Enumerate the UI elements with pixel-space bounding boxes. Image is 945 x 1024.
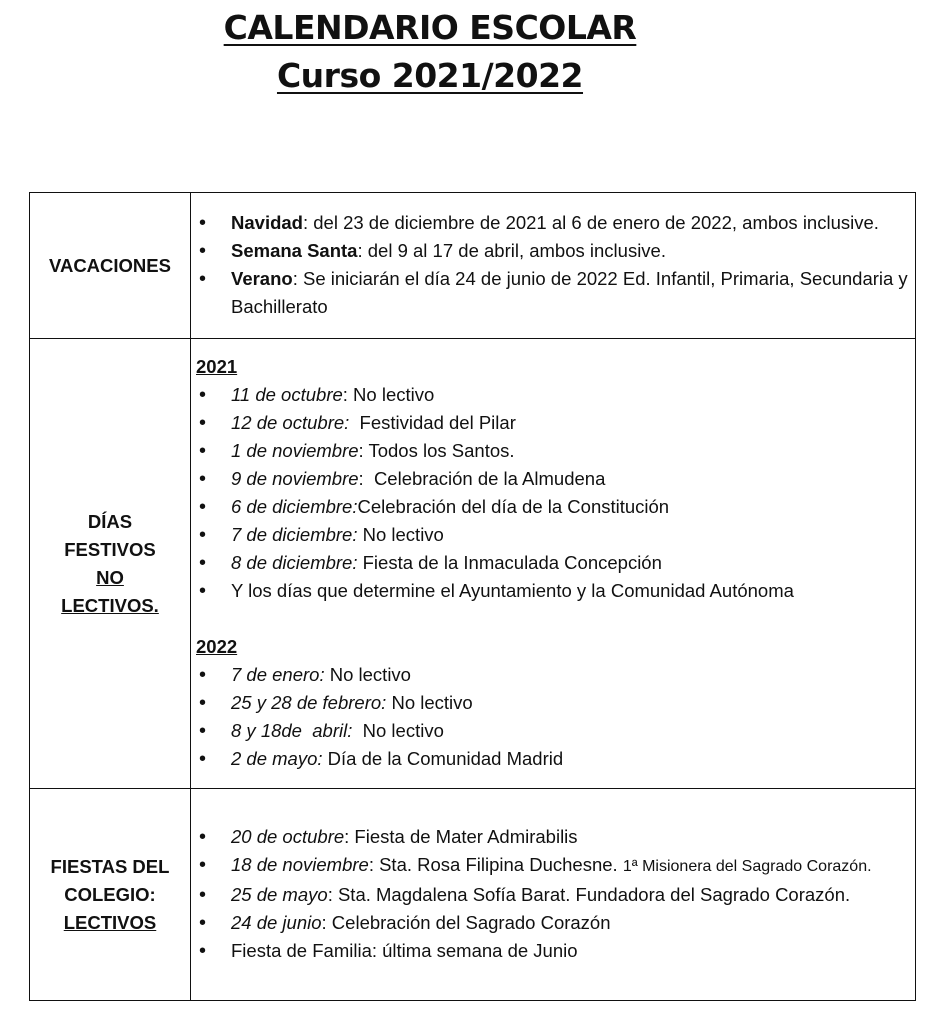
item-text: Fiesta de Familia: última semana de Junio bbox=[231, 939, 578, 961]
item-text: : Fiesta de Mater Admirabilis bbox=[344, 825, 578, 847]
list-item bbox=[195, 823, 909, 851]
item-strong: Semana Santa bbox=[231, 239, 358, 261]
item-text: Fiesta de la Inmaculada Concepción bbox=[357, 551, 662, 573]
item-date: 2 de mayo: bbox=[231, 747, 323, 769]
list-item bbox=[195, 381, 909, 409]
festivos-content bbox=[191, 339, 916, 789]
item-text: : No lectivo bbox=[342, 383, 435, 405]
item-strong: Verano bbox=[231, 267, 293, 289]
festivos-label-line: FESTIVOS bbox=[64, 538, 156, 560]
item-date: 8 de diciembre: bbox=[231, 551, 358, 573]
item-text: Festividad del Pilar bbox=[349, 411, 516, 433]
item-text: : Se iniciarán el día 24 de junio de 2022 Ed. Infantil, Primaria, Secundaria y Bachillerato bbox=[231, 267, 908, 317]
item-date: 11 de octubre bbox=[231, 383, 343, 405]
item-date: 25 de mayo bbox=[231, 883, 328, 905]
list-item bbox=[195, 209, 909, 237]
fiestas-label-line: COLEGIO: bbox=[64, 883, 156, 905]
item-date: 20 de octubre bbox=[231, 825, 345, 847]
festivos-label-cell bbox=[30, 339, 191, 789]
item-date: 24 de junio bbox=[231, 911, 322, 933]
list-item bbox=[195, 465, 909, 493]
list-item bbox=[195, 745, 909, 773]
item-text: No lectivo bbox=[386, 691, 473, 713]
list-item bbox=[195, 493, 909, 521]
item-text-small: 1ª Misionera del Sagrado Corazón. bbox=[622, 857, 872, 875]
spacer bbox=[195, 605, 909, 633]
festivos-row bbox=[30, 339, 916, 789]
vacaciones-row bbox=[30, 193, 916, 339]
item-date: 6 de diciembre: bbox=[231, 495, 358, 517]
list-item bbox=[195, 409, 909, 437]
vacaciones-list bbox=[195, 209, 909, 321]
festivos-2021-list bbox=[195, 381, 909, 605]
list-item bbox=[195, 909, 909, 937]
fiestas-label-cell bbox=[30, 789, 191, 1001]
item-text: : Sta. Rosa Filipina Duchesne. bbox=[368, 853, 623, 875]
item-text: Celebración del día de la Constitución bbox=[357, 495, 670, 517]
fiestas-label-line: FIESTAS DEL bbox=[50, 855, 170, 877]
item-date: 12 de octubre: bbox=[231, 411, 350, 433]
item-date: 8 y 18de abril: bbox=[231, 719, 353, 741]
list-item bbox=[195, 689, 909, 717]
list-item bbox=[195, 851, 909, 881]
list-item bbox=[195, 549, 909, 577]
item-text: : del 23 de diciembre de 2021 al 6 de enero de 2022, ambos inclusive. bbox=[302, 211, 879, 233]
item-text: : del 9 al 17 de abril, ambos inclusive. bbox=[357, 239, 666, 261]
fiestas-content bbox=[191, 789, 916, 1001]
fiestas-list bbox=[195, 823, 909, 965]
year-heading-2022: 2022 bbox=[196, 635, 238, 657]
list-item bbox=[195, 437, 909, 465]
item-date: 9 de noviembre bbox=[231, 467, 359, 489]
list-item bbox=[195, 881, 909, 909]
festivos-label-line: NO bbox=[96, 566, 124, 588]
item-text: : Todos los Santos. bbox=[358, 439, 515, 461]
item-text: : Sta. Magdalena Sofía Barat. Fundadora del Sagrado Corazón. bbox=[327, 883, 851, 905]
item-text: : Celebración de la Almudena bbox=[358, 467, 606, 489]
item-strong: Navidad bbox=[231, 211, 303, 233]
fiestas-row bbox=[30, 789, 916, 1001]
item-text: No lectivo bbox=[324, 663, 411, 685]
list-item bbox=[195, 937, 909, 965]
list-item bbox=[195, 265, 909, 321]
vacaciones-content bbox=[191, 193, 916, 339]
item-date: 25 y 28 de febrero: bbox=[231, 691, 387, 713]
item-date: 18 de noviembre bbox=[231, 853, 369, 875]
list-item bbox=[195, 521, 909, 549]
item-date: 7 de diciembre: bbox=[231, 523, 358, 545]
list-item bbox=[195, 717, 909, 745]
list-item bbox=[195, 237, 909, 265]
fiestas-label-line: LECTIVOS bbox=[63, 911, 157, 933]
vacaciones-label-cell bbox=[30, 193, 191, 339]
page-subtitle: Curso 2021/2022 bbox=[276, 56, 584, 95]
item-text: No lectivo bbox=[357, 523, 444, 545]
year-heading-2021: 2021 bbox=[196, 355, 238, 377]
item-text: : Celebración del Sagrado Corazón bbox=[321, 911, 611, 933]
page-title: CALENDARIO ESCOLAR bbox=[223, 8, 637, 47]
list-item bbox=[195, 661, 909, 689]
festivos-2022-list bbox=[195, 661, 909, 773]
item-date: 1 de noviembre bbox=[231, 439, 359, 461]
calendar-table bbox=[29, 192, 916, 1001]
vacaciones-label: VACACIONES bbox=[49, 254, 171, 276]
item-text: No lectivo bbox=[352, 719, 444, 741]
list-item bbox=[195, 577, 909, 605]
festivos-label-line: LECTIVOS. bbox=[61, 594, 159, 616]
item-date: 7 de enero: bbox=[231, 663, 325, 685]
festivos-label-line: DÍAS bbox=[87, 510, 133, 532]
item-text: Y los días que determine el Ayuntamiento y la Comunidad Autónoma bbox=[231, 579, 794, 601]
item-text: Día de la Comunidad Madrid bbox=[322, 747, 564, 769]
